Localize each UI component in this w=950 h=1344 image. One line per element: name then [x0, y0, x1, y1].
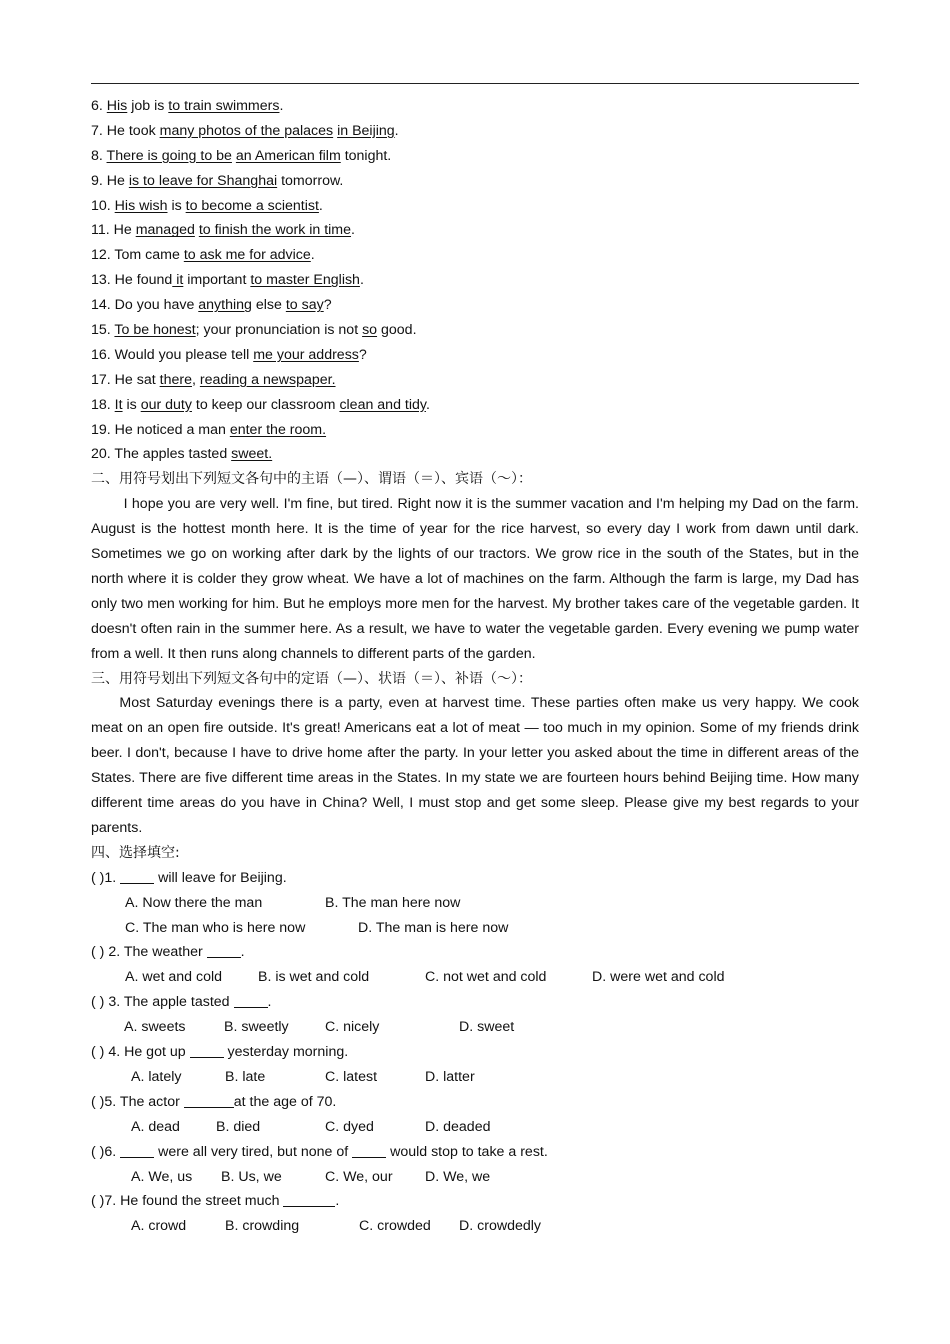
sentence-text: . [425, 396, 430, 413]
sentence-text: He [113, 222, 136, 239]
answer-option[interactable]: C. dyed [325, 1118, 374, 1135]
underlined-segment: anything [198, 297, 252, 314]
question-stem [91, 1189, 859, 1214]
answer-option[interactable]: A. dead [131, 1118, 180, 1135]
answer-option[interactable]: C. not wet and cold [425, 969, 547, 986]
sentence-text: The apples tasted [114, 446, 232, 463]
question-stem [91, 866, 859, 891]
answer-option[interactable]: C. We, our [325, 1168, 393, 1185]
underlined-segment: our duty [140, 396, 192, 413]
sentence-text: He found [114, 272, 173, 289]
sentence-number: 11. [91, 222, 114, 239]
sentence-text: ; your pronunciation is not [195, 322, 363, 339]
answer-option[interactable]: B. late [225, 1068, 266, 1085]
sentence-text: He took [106, 122, 160, 139]
question-stem [91, 1140, 859, 1165]
answer-option[interactable]: A. lately [131, 1068, 182, 1085]
sentence-text: Tom came [114, 247, 184, 264]
sentence-text: He sat [114, 371, 160, 388]
underlined-segment: to say [285, 297, 324, 314]
sentence-item [91, 393, 859, 418]
sentence-number: 6. [91, 98, 107, 114]
answer-option[interactable]: A. We, us [131, 1168, 193, 1185]
section-4-heading: 四、选择填空: [91, 844, 180, 861]
underlined-segment: it [172, 272, 184, 289]
underlined-segment: many photos of the palaces [159, 122, 334, 139]
answer-option[interactable]: B. died [216, 1118, 261, 1135]
underlined-segment: There is going to be [106, 147, 232, 164]
answer-option[interactable]: A. Now there the man [125, 894, 263, 911]
answer-option[interactable]: C. The man who is here now [125, 919, 306, 936]
underlined-segment: is to leave for Shanghai [128, 172, 278, 189]
sentence-number: 10. [91, 197, 115, 214]
answer-blank [120, 1142, 154, 1158]
sentence-item [91, 194, 859, 219]
options-row [91, 1065, 859, 1090]
sentence-number: 16. [91, 346, 115, 363]
underlined-segment: me your address [253, 346, 359, 363]
sentence-text: . [279, 98, 284, 114]
underlined-segment: His wish [114, 197, 168, 214]
sentence-item [91, 293, 859, 318]
sentence-text: ? [323, 297, 332, 314]
answer-option[interactable]: D. were wet and cold [592, 969, 725, 986]
sentence-text: He noticed a man [114, 421, 230, 438]
sentence-text: good. [377, 322, 417, 339]
sentence-number: 14. [91, 297, 115, 314]
sentence-item [91, 418, 859, 443]
answer-blank [352, 1142, 386, 1158]
sentence-text: else [251, 297, 286, 314]
underlined-segment: an American film [235, 147, 341, 164]
underlined-segment: enter the room. [229, 421, 327, 438]
underlined-segment: to master English [250, 272, 360, 289]
sentence-number: 12. [91, 247, 115, 264]
sentence-item [91, 318, 859, 343]
section-2-heading: 二、用符号划出下列短文各句中的主语（—）、谓语（＝）、宾语（～）： [91, 471, 532, 488]
underlined-segment: It [114, 396, 123, 413]
sentence-text: . [318, 197, 323, 214]
sentence-number: 19. [91, 421, 115, 438]
worksheet-content [91, 94, 859, 1239]
underlined-segment: to become a scientist [185, 197, 319, 214]
underlined-segment: to train swimmers [168, 98, 280, 114]
question-text: would stop to take a rest. [386, 1143, 548, 1160]
sentence-text: ? [358, 346, 367, 363]
answer-blank [184, 1092, 234, 1108]
sentence-number: 8. [91, 147, 107, 164]
sentence-text: . [310, 247, 315, 264]
answer-option[interactable]: C. crowded [359, 1218, 431, 1235]
sentence-text: important [183, 272, 251, 289]
sentence-list [91, 94, 859, 467]
options-row [91, 916, 859, 941]
question-number: ( ) 3. The apple tasted [91, 994, 234, 1011]
sentence-text: tonight. [340, 147, 392, 164]
answer-option[interactable]: C. latest [325, 1068, 378, 1085]
header-rule [91, 83, 859, 84]
answer-blank [207, 942, 241, 958]
options-row [91, 1115, 859, 1140]
underlined-segment: clean and tidy [339, 396, 426, 413]
underlined-segment: there [159, 371, 192, 388]
answer-option[interactable]: D. deaded [425, 1118, 491, 1135]
sentence-item [91, 243, 859, 268]
answer-option[interactable]: A. sweets [124, 1019, 186, 1036]
question-stem [91, 1040, 859, 1065]
options-row [91, 965, 859, 990]
sentence-item [91, 119, 859, 144]
section-3-heading: 三、用符号划出下列短文各句中的定语（—）、状语（＝）、补语（～）： [91, 670, 532, 687]
question-text: at the age of 70. [233, 1093, 337, 1110]
question-text: . [240, 944, 245, 961]
sentence-text: is [122, 396, 141, 413]
answer-option[interactable]: D. sweet [459, 1019, 515, 1036]
answer-option[interactable]: D. We, we [425, 1168, 491, 1185]
underlined-segment: in Beijing [337, 122, 395, 139]
sentence-item [91, 94, 859, 119]
question-text: will leave for Beijing. [154, 869, 287, 886]
question-stem [91, 1090, 859, 1115]
sentence-text: tomorrow. [277, 172, 344, 189]
question-number: ( )7. He found the street much [91, 1193, 284, 1210]
underlined-segment: so [362, 322, 378, 339]
sentence-text: . [394, 122, 399, 139]
question-number: ( ) 2. The weather [91, 944, 207, 961]
underlined-segment: To be honest [114, 322, 196, 339]
sentence-text: Would you please tell [114, 346, 254, 363]
question-stem [91, 990, 859, 1015]
sentence-number: 9. [91, 172, 107, 189]
sentence-item [91, 218, 859, 243]
sentence-item [91, 144, 859, 169]
underlined-segment: managed [135, 222, 195, 239]
sentence-text: Do you have [114, 297, 199, 314]
sentence-number: 13. [91, 272, 115, 289]
answer-option[interactable]: B. Us, we [221, 1168, 282, 1185]
answer-option[interactable]: D. The man is here now [358, 919, 509, 936]
question-stem [91, 940, 859, 965]
sentence-text: . [359, 272, 364, 289]
options-row [91, 1015, 859, 1040]
underlined-segment: reading a newspaper. [199, 371, 336, 388]
answer-option[interactable]: C. nicely [325, 1019, 380, 1036]
options-row [91, 1165, 859, 1190]
underlined-segment: to ask me for advice [183, 247, 311, 264]
section-3-passage: Most Saturday evenings there is a party, even at harvest time. These parties often make us very happy. We cook meat on an open fire outside. It's great! Americans eat a lot of meat — too much in my opinion. Some of my friends drink beer. I don't, because I have to drive home after the party. In your letter you asked about the time in different areas of the States. There are five different time areas in the States. In my state we are fourteen hours behind Beijing time. How many different time areas do you have in China? Well, I must stop and get some sleep. Please give my best regards to your parents. [91, 695, 859, 837]
question-text: . [267, 994, 272, 1011]
underlined-segment: His [106, 98, 128, 114]
question-text: were all very tired, but none of [154, 1143, 353, 1160]
sentence-text: job is [127, 98, 169, 114]
answer-option[interactable]: B. sweetly [224, 1019, 289, 1036]
question-text: . [335, 1193, 340, 1210]
sentence-item [91, 442, 859, 467]
sentence-number: 15. [91, 322, 115, 339]
sentence-item [91, 268, 859, 293]
question-number: ( )1. [91, 869, 121, 886]
answer-option[interactable]: A. wet and cold [125, 969, 223, 986]
underlined-segment: sweet. [231, 446, 273, 463]
question-text: yesterday morning. [223, 1044, 349, 1061]
sentence-number: 7. [91, 122, 107, 139]
answer-option[interactable]: D. crowdedly [459, 1218, 542, 1235]
underlined-segment: to finish the work in time [198, 222, 352, 239]
multiple-choice-list [91, 866, 859, 1239]
sentence-number: 18. [91, 396, 115, 413]
sentence-item [91, 368, 859, 393]
sentence-number: 20. [91, 446, 115, 463]
answer-blank [283, 1191, 335, 1207]
answer-blank [120, 868, 154, 884]
answer-option[interactable]: A. crowd [131, 1218, 187, 1235]
sentence-text: to keep our classroom [191, 396, 340, 413]
answer-option[interactable]: B. The man here now [325, 894, 461, 911]
question-number: ( )6. [91, 1143, 121, 1160]
sentence-item [91, 343, 859, 368]
sentence-text: He [106, 172, 129, 189]
section-2-passage: I hope you are very well. I'm fine, but tired. Right now it is the summer vacation and I'm helping my Dad on the farm. August is the hottest month here. It is the time of year for the rice harvest, so every day I work from dawn until dark. Sometimes we go on working after dark by the lights of our tractors. We grow rice in the south of the States, but in the north where it is colder they grow wheat. We have a lot of machines on the farm. Although the farm is large, my Dad has only two men working for him. But he employs more men for the harvest. My brother takes care of the vegetable garden. It doesn't often rain in the summer here. As a result, we have to water the vegetable garden. Every evening we pump water from a well. It then runs along channels to different parts of the garden. [91, 496, 859, 662]
sentence-text: is [167, 197, 186, 214]
sentence-item [91, 169, 859, 194]
question-number: ( )5. The actor [91, 1093, 184, 1110]
answer-blank [190, 1042, 224, 1058]
options-row [91, 1214, 859, 1239]
answer-blank [234, 992, 268, 1008]
sentence-text: . [351, 222, 355, 239]
answer-option[interactable]: B. is wet and cold [258, 969, 370, 986]
sentence-number: 17. [91, 371, 115, 388]
answer-option[interactable]: B. crowding [225, 1218, 300, 1235]
options-row [91, 891, 859, 916]
answer-option[interactable]: D. latter [425, 1068, 475, 1085]
question-number: ( ) 4. He got up [91, 1044, 190, 1061]
sentence-text: , [191, 371, 200, 388]
